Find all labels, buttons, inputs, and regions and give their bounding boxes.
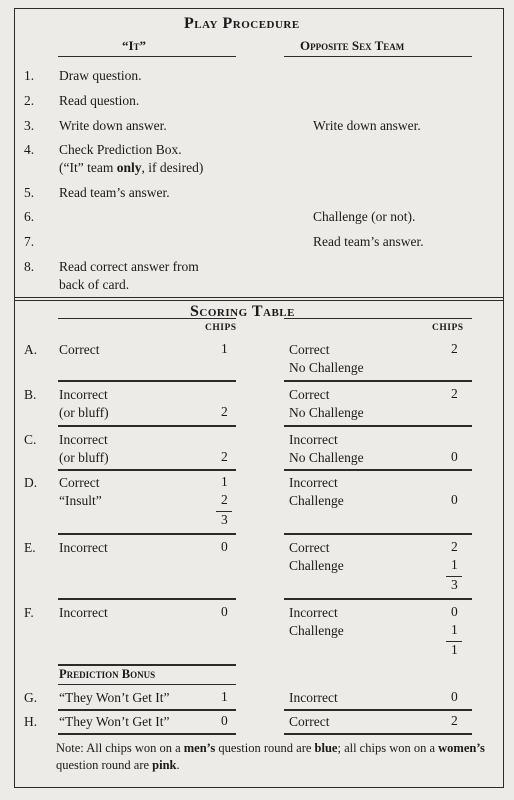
it-result-note: (or bluff) xyxy=(59,405,109,420)
row-rule xyxy=(284,598,472,600)
row-rule xyxy=(284,469,472,471)
opp-challenge: No Challenge xyxy=(289,405,364,420)
row-letter: G. xyxy=(24,690,38,705)
prediction-underline xyxy=(58,684,236,685)
row-letter: F. xyxy=(24,605,34,620)
opp-result: Incorrect xyxy=(289,605,338,620)
col-underline-opp xyxy=(284,56,472,57)
col-head-opposite-sex-team: Opposite Sex Team xyxy=(300,38,405,53)
opp-challenge: Challenge xyxy=(289,623,344,638)
row-rule xyxy=(58,664,236,666)
row-rule xyxy=(284,380,472,382)
step-number: 3. xyxy=(24,118,35,133)
row-rule xyxy=(58,533,236,535)
step-it-text: Read team’s answer. xyxy=(59,185,170,200)
play-procedure-title: Play Procedure xyxy=(184,15,300,32)
step-it-text: Read question. xyxy=(59,93,140,108)
step-it-text: Write down answer. xyxy=(59,118,167,133)
it-chips: 0 xyxy=(221,713,228,728)
opp-challenge: No Challenge xyxy=(289,360,364,375)
it-chips: 2 xyxy=(221,404,228,419)
opp-challenge: Challenge xyxy=(289,493,344,508)
scoring-underline-it xyxy=(58,318,236,319)
col-head-it: “It” xyxy=(122,38,147,53)
chips-header-opp: CHIPS xyxy=(432,323,464,333)
it-result-note: “Insult” xyxy=(59,493,102,508)
step-number: 8. xyxy=(24,259,35,274)
it-result: Correct xyxy=(59,342,100,357)
step-number: 7. xyxy=(24,234,35,249)
it-chips: 0 xyxy=(221,604,228,619)
it-chips: 0 xyxy=(221,539,228,554)
opp-chips-part: 2 xyxy=(451,539,458,554)
row-letter: A. xyxy=(24,342,38,357)
row-letter: E. xyxy=(24,540,36,555)
opp-chips: 2 xyxy=(451,713,458,728)
scoring-underline-opp xyxy=(284,318,472,319)
col-underline-it xyxy=(58,56,236,57)
step-number: 2. xyxy=(24,93,35,108)
opp-chips-part: 1 xyxy=(451,557,458,572)
row-rule xyxy=(58,380,236,382)
scoring-table-title: Scoring Table xyxy=(190,303,295,320)
step-opp-text: Write down answer. xyxy=(313,118,421,133)
step-opp-text: Challenge (or not). xyxy=(313,209,416,224)
it-prediction: “They Won’t Get It” xyxy=(59,714,170,729)
opp-result: Incorrect xyxy=(289,690,338,705)
row-rule xyxy=(58,425,236,427)
row-rule xyxy=(58,598,236,600)
row-rule xyxy=(284,425,472,427)
row-letter: B. xyxy=(24,387,37,402)
it-chips-total: 3 xyxy=(221,512,228,527)
opp-chips-total: 1 xyxy=(451,642,458,657)
opp-result: Correct xyxy=(289,387,330,402)
step-number: 5. xyxy=(24,185,35,200)
opp-result: Incorrect xyxy=(289,475,338,490)
step-opp-text: Read team’s answer. xyxy=(313,234,424,249)
opp-chips-part: 1 xyxy=(451,622,458,637)
step-it-text: Read correct answer from xyxy=(59,259,199,274)
opp-chips: 0 xyxy=(451,689,458,704)
section-divider xyxy=(14,297,504,298)
step-number: 1. xyxy=(24,68,35,83)
opp-chips-total: 3 xyxy=(451,577,458,592)
opp-challenge: Challenge xyxy=(289,558,344,573)
it-result: Incorrect xyxy=(59,605,108,620)
row-letter: D. xyxy=(24,475,38,490)
opp-result: Correct xyxy=(289,540,330,555)
opp-chips: 2 xyxy=(451,341,458,356)
step-it-text: Draw question. xyxy=(59,68,142,83)
it-prediction: “They Won’t Get It” xyxy=(59,690,170,705)
it-result: Incorrect xyxy=(59,387,108,402)
opp-result: Correct xyxy=(289,342,330,357)
opp-chips: 0 xyxy=(451,492,458,507)
chip-color-note: Note: All chips won on a men’s question round are blue; all chips won on a women’s question round are pink. xyxy=(56,741,485,772)
it-chips: 1 xyxy=(221,689,228,704)
it-result: Incorrect xyxy=(59,432,108,447)
step-it-text: Check Prediction Box. xyxy=(59,142,182,157)
step-number: 4. xyxy=(24,142,35,157)
opp-chips: 0 xyxy=(451,449,458,464)
step-it-text-cont: back of card. xyxy=(59,277,130,292)
row-letter: C. xyxy=(24,432,37,447)
it-result: Incorrect xyxy=(59,540,108,555)
it-result-note: (or bluff) xyxy=(59,450,109,465)
section-divider-2 xyxy=(14,300,504,301)
opp-challenge: No Challenge xyxy=(289,450,364,465)
chips-header-it: CHIPS xyxy=(205,323,237,333)
row-rule xyxy=(58,709,236,711)
prediction-bonus-heading: Prediction Bonus xyxy=(59,667,156,681)
opp-chips: 2 xyxy=(451,386,458,401)
it-chips-part: 1 xyxy=(221,474,228,489)
row-rule xyxy=(58,469,236,471)
row-letter: H. xyxy=(24,714,38,729)
row-rule xyxy=(284,709,472,711)
step-it-note: (“It” team only, if desired) xyxy=(59,160,204,175)
row-rule xyxy=(58,733,236,735)
row-rule xyxy=(284,733,472,735)
step-number: 6. xyxy=(24,209,35,224)
opp-result: Incorrect xyxy=(289,432,338,447)
opp-chips-part: 0 xyxy=(451,604,458,619)
opp-result: Correct xyxy=(289,714,330,729)
it-chips-part: 2 xyxy=(221,492,228,507)
it-chips: 1 xyxy=(221,341,228,356)
row-rule xyxy=(284,533,472,535)
it-result: Correct xyxy=(59,475,100,490)
it-chips: 2 xyxy=(221,449,228,464)
